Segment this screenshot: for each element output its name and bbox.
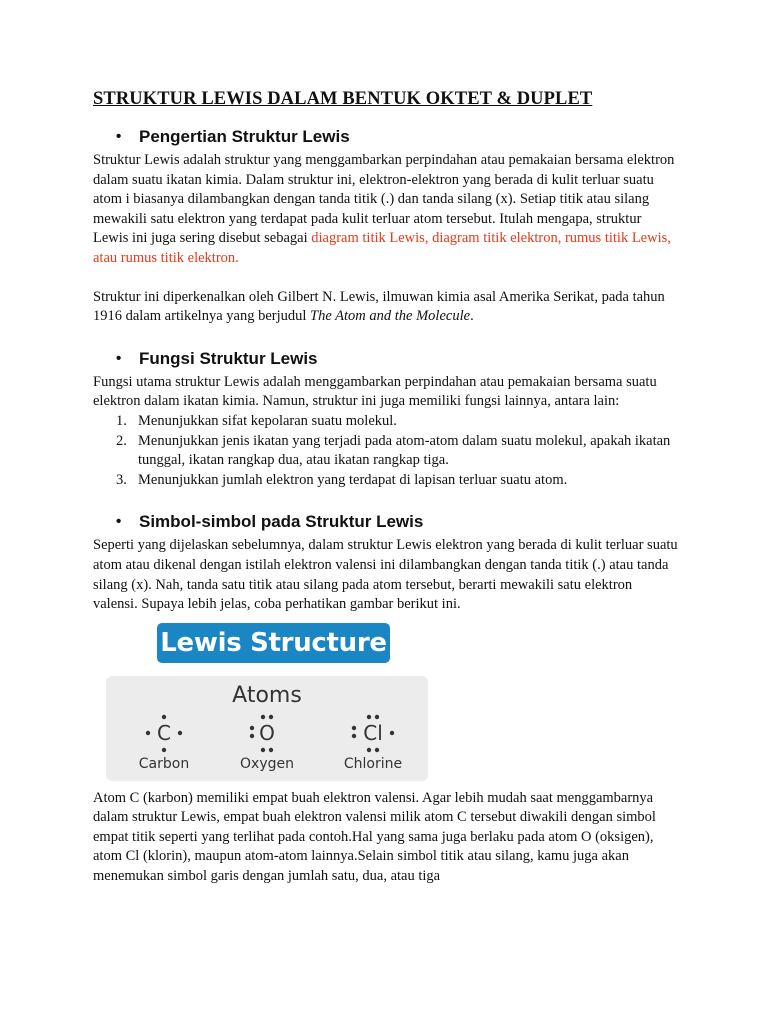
section-pengertian — [93, 126, 678, 327]
list-text: Menunjukkan jenis ikatan yang terjadi pada atom-atom dalam suatu molekul, apakah ikatan tunggal, ikatan rangkap dua, atau ikatan rangkap tiga. — [138, 432, 671, 469]
paragraph: Seperti yang dijelaskan sebelumnya, dalam struktur Lewis elektron yang berada di kulit terluar suatu atom atau dikenal dengan istilah elektron valensi ini dilambangkan dengan tanda titik (.) atau tanda silang (x). Nah, tanda satu titik atau silang pada atom tersebut, berarti mewakili satu elektron valensi. Supaya lebih jelas, coba perhatikan gambar berikut ini. — [93, 537, 678, 613]
bullet-icon: • — [116, 513, 122, 531]
chlorine-lewis-icon — [343, 712, 403, 756]
list-number: 2. — [116, 432, 127, 449]
atom-symbol: Cl — [363, 720, 383, 745]
section-heading-text: Fungsi Struktur Lewis — [139, 348, 318, 368]
document-title: STRUKTUR LEWIS DALAM BENTUK OKTET & DUPLET — [93, 89, 593, 109]
section-heading — [93, 126, 678, 148]
list-item — [93, 432, 678, 471]
paragraph — [93, 151, 678, 269]
atom-symbol: O — [259, 720, 275, 745]
atom-chlorine — [323, 712, 423, 782]
bullet-icon: • — [116, 128, 122, 145]
carbon-lewis-icon — [134, 712, 194, 756]
section-heading — [93, 511, 678, 533]
article-title: The Atom and the Molecule — [310, 308, 471, 325]
list-item — [93, 412, 678, 432]
document-page — [93, 86, 678, 887]
paragraph-text: . — [470, 308, 474, 325]
list-text: Menunjukkan jumlah elektron yang terdapat di lapisan terluar suatu atom. — [138, 471, 568, 488]
highlighted-text: diagram titik Lewis, diagram titik elektron, rumus titik Lewis, atau rumus titik elektron. — [93, 230, 671, 266]
atoms-panel — [106, 676, 428, 781]
paragraph-text: Struktur Lewis adalah struktur yang menggambarkan perpindahan atau pemakaian bersama elektron dalam suatu ikatan kimia. Dalam struktur ini, elektron-elektron yang berada di kulit terluar suatu atom i biasanya dilambangkan dengan tanda titik (.) dan tanda silang (x). Setiap titik atau silang mewakili satu elektron yang terdapat pada kulit terluar atom tersebut. Itulah mengapa, struktur Lewis ini juga sering disebut sebagai — [93, 152, 675, 247]
list-item — [93, 471, 678, 491]
list-number: 3. — [116, 471, 127, 488]
paragraph-text: Struktur ini diperkenalkan oleh Gilbert N. Lewis, ilmuwan kimia asal Amerika Serikat, pada tahun 1916 dalam artikelnya yang berjudul — [93, 288, 665, 325]
bullet-icon: • — [116, 349, 122, 367]
atom-name: Oxygen — [240, 755, 294, 772]
paragraph: Fungsi utama struktur Lewis adalah menggambarkan perpindahan atau pemakaian bersama suatu elektron dalam ikatan kimia. Namun, struktur ini juga memiliki fungsi lainnya, antara lain: — [93, 373, 657, 410]
lewis-structure-banner: Lewis Structure — [157, 623, 390, 663]
section-heading-text: Simbol-simbol pada Struktur Lewis — [139, 512, 424, 532]
oxygen-lewis-icon — [237, 712, 297, 756]
section-heading — [93, 348, 678, 370]
list-number: 1. — [116, 412, 127, 429]
paragraph — [93, 288, 678, 327]
atoms-title: Atoms — [232, 682, 302, 708]
section-simbol — [93, 511, 678, 886]
atom-name: Chlorine — [343, 755, 403, 772]
list-text: Menunjukkan sifat kepolaran suatu molekul. — [138, 412, 397, 429]
atom-carbon — [114, 712, 214, 782]
section-fungsi — [93, 348, 678, 491]
paragraph: Atom C (karbon) memiliki empat buah elektron valensi. Agar lebih mudah saat menggambarnya dalam struktur Lewis, empat buah elektron valensi milik atom C tersebut diwakili dengan simbol empat titik seperti yang terlihat pada contoh.Hal yang sama juga berlaku pada atom O (oksigen), atom Cl (klorin), maupun atom-atom lainnya.Selain simbol titik atau silang, kamu juga akan menemukan simbol garis dengan jumlah satu, dua, atau tiga — [93, 789, 656, 885]
lewis-structure-figure — [106, 623, 428, 781]
atom-symbol: C — [157, 720, 171, 745]
section-heading-text: Pengertian Struktur Lewis — [139, 127, 350, 146]
atom-name: Carbon — [138, 755, 190, 772]
atom-oxygen — [217, 712, 317, 782]
function-list — [93, 412, 678, 490]
